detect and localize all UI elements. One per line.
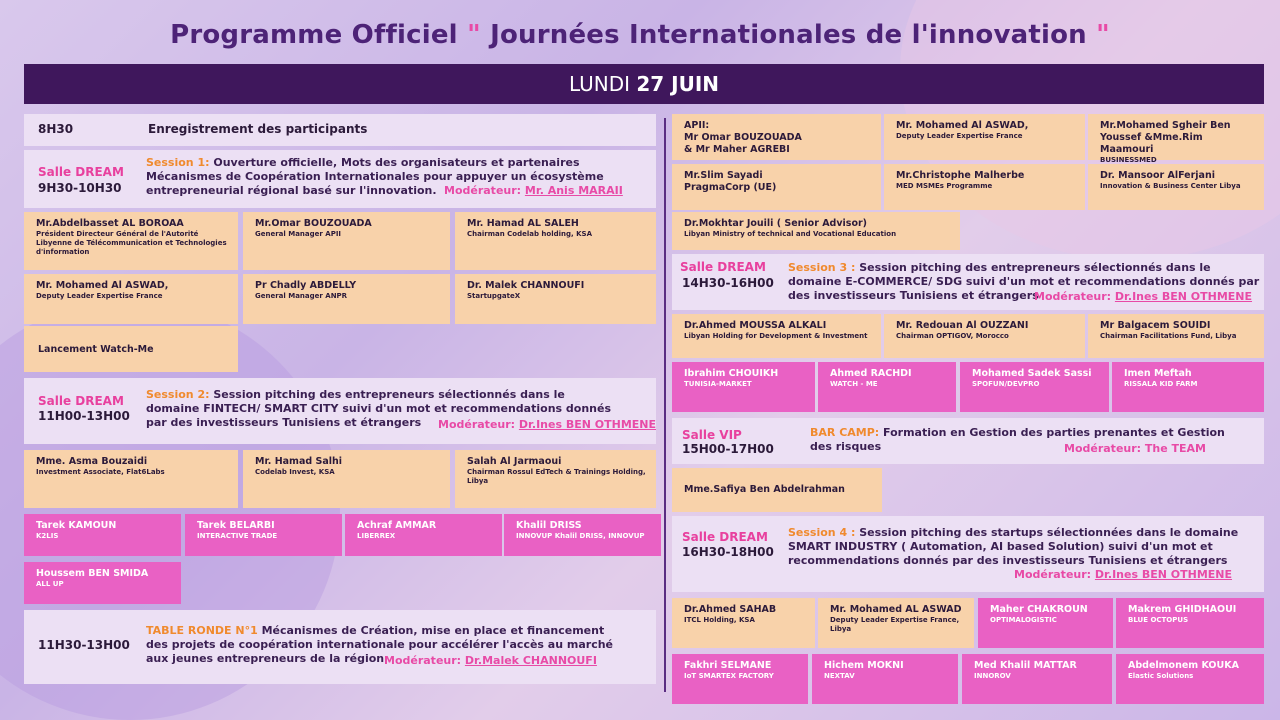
speaker-name: Salah Al Jarmaoui bbox=[467, 456, 562, 467]
speaker-card bbox=[960, 362, 1109, 412]
speaker-card bbox=[24, 514, 181, 556]
speaker-role: MED MSMEs Programme bbox=[896, 182, 993, 190]
session-1: Salle DREAM 9H30-10H30 Session 1: Ouverture officielle, Mots des organisateurs et partenaires Mécanismes de Coopération Internationales pour appuyer un écosystème entrepreneurial régional basé sur l'innovation. Modérateur: Mr. Anis MARAII bbox=[24, 150, 656, 208]
speaker-name: Mr.Omar BOUZOUADA bbox=[255, 218, 372, 229]
session-2: Salle DREAM 11H00-13H00 Session 2: Session pitching des entrepreneurs sélectionnés dans le domaine FINTECH/ SMART CITY suivi d'un mot et recommendations donnés par des investisseurs Tunisiens et étrangers Modérateur: Dr.Ines BEN OTHMENE bbox=[24, 378, 656, 444]
speaker-name: Tarek BELARBI bbox=[197, 520, 275, 531]
speaker-role: NEXTAV bbox=[824, 672, 855, 680]
speaker-card bbox=[24, 212, 238, 270]
speaker-card bbox=[818, 598, 974, 648]
speaker-card bbox=[1112, 362, 1264, 412]
speaker-name: Fakhri SELMANE bbox=[684, 660, 772, 671]
speaker-name: Ahmed RACHDI bbox=[830, 368, 912, 379]
speaker-role: ALL UP bbox=[36, 580, 64, 588]
speaker-card bbox=[1116, 654, 1264, 704]
speaker-role: BLUE OCTOPUS bbox=[1128, 616, 1189, 624]
day-banner: LUNDI 27 JUIN bbox=[24, 64, 1264, 104]
speaker-name: Mr Balgacem SOUIDI bbox=[1100, 320, 1211, 331]
speaker-card bbox=[504, 514, 661, 556]
speaker-card bbox=[243, 450, 450, 508]
speaker-role: INNOROV bbox=[974, 672, 1011, 680]
speaker-card bbox=[672, 212, 960, 250]
bar-camp-speaker: Mme.Safiya Ben Abdelrahman bbox=[672, 468, 882, 512]
speaker-card bbox=[24, 450, 238, 508]
speaker-card bbox=[672, 114, 881, 160]
speaker-name: Mr.Abdelbasset AL BOROAA bbox=[36, 218, 184, 229]
speaker-name: Mr.Christophe Malherbe bbox=[896, 170, 1025, 181]
speaker-role: Chairman Codelab holding, KSA bbox=[467, 230, 592, 238]
speaker-role: IoT SMARTEX FACTORY bbox=[684, 672, 774, 680]
speaker-role: Chairman OPTIGOV, Morocco bbox=[896, 332, 1009, 340]
session-3: Salle DREAM 14H30-16H00 Session 3 : Session pitching des entrepreneurs sélectionnés dans le domaine E-COMMERCE/ SDG suivi d'un mot et recommendations donnés par des investisseurs Tunisiens et étrangers Modérateur: Dr.Ines BEN OTHMENE bbox=[672, 254, 1264, 310]
speaker-role: General Manager APII bbox=[255, 230, 342, 238]
speaker-name: Mr. Redouan Al OUZZANI bbox=[896, 320, 1029, 331]
speaker-name: Mr. Mohamed Al ASWAD, bbox=[36, 280, 169, 291]
speaker-card bbox=[1088, 114, 1264, 164]
speaker-name: Mr. Hamad AL SALEH bbox=[467, 218, 579, 229]
speaker-role: Chairman Rossul EdTech & Trainings Holding, Libya bbox=[467, 468, 646, 485]
speaker-card bbox=[672, 164, 881, 210]
speaker-role: Libyan Holding for Development & Investment bbox=[684, 332, 868, 340]
speaker-name: Tarek KAMOUN bbox=[36, 520, 117, 531]
speaker-card bbox=[812, 654, 958, 704]
speaker-card bbox=[185, 514, 342, 556]
speaker-role: StartupgateX bbox=[467, 292, 521, 300]
speaker-name: Ibrahim CHOUIKH bbox=[684, 368, 779, 379]
speaker-name: Imen Meftah bbox=[1124, 368, 1192, 379]
speaker-name: Achraf AMMAR bbox=[357, 520, 437, 531]
speaker-role: Libyan Ministry of technical and Vocational Education bbox=[684, 230, 897, 238]
speaker-card bbox=[455, 274, 656, 324]
round-table: 11H30-13H00 TABLE RONDE N°1 Mécanismes de Création, mise en place et financement des projets de coopération internationale pour accélérer l'accès au marché aux jeunes entrepreneurs de la région Modérateur: Dr.Malek CHANNOUFI bbox=[24, 610, 656, 684]
page-title: Programme Officiel " Journées Internationales de l'innovation " bbox=[170, 20, 1110, 50]
speaker-role: K2LIS bbox=[36, 532, 59, 540]
speaker-role: Président Directeur Général de l'Autorité Libyenne de Télécommunication et Technologies d'information bbox=[36, 230, 227, 256]
speaker-name: APII: Mr Omar BOUZOUADA & Mr Maher AGREBI bbox=[684, 120, 802, 155]
speaker-card bbox=[672, 314, 881, 358]
speaker-card bbox=[455, 450, 656, 508]
speaker-name: Dr.Mokhtar Jouili ( Senior Advisor) bbox=[684, 218, 868, 229]
speaker-card bbox=[884, 314, 1085, 358]
speaker-role: BUSINESSMED bbox=[1100, 156, 1157, 164]
speaker-card bbox=[1088, 164, 1264, 210]
speaker-role: ITCL Holding, KSA bbox=[684, 616, 755, 624]
speaker-role: Investment Associate, Flat6Labs bbox=[36, 468, 165, 476]
bar-camp: Salle VIP 15H00-17H00 BAR CAMP: Formation en Gestion des parties prenantes et Gestion des risques Modérateur: The TEAM bbox=[672, 418, 1264, 464]
speaker-card bbox=[818, 362, 956, 412]
speaker-name: Mr.Mohamed Sgheir Ben Youssef &Mme.Rim Maamouri bbox=[1100, 120, 1231, 155]
speaker-role: Chairman Facilitations Fund, Libya bbox=[1100, 332, 1237, 340]
speaker-card bbox=[672, 654, 808, 704]
speaker-name: Dr. Malek CHANNOUFI bbox=[467, 280, 585, 291]
speaker-card bbox=[962, 654, 1112, 704]
speaker-name: Makrem GHIDHAOUI bbox=[1128, 604, 1237, 615]
speaker-card bbox=[243, 212, 450, 270]
speaker-name: Dr. Mansoor AlFerjani bbox=[1100, 170, 1215, 181]
speaker-role: INTERACTIVE TRADE bbox=[197, 532, 278, 540]
speaker-card bbox=[24, 274, 238, 324]
speaker-card bbox=[884, 164, 1085, 210]
speaker-card bbox=[672, 362, 815, 412]
speaker-card bbox=[1116, 598, 1264, 648]
registration-row: 8H30 Enregistrement des participants bbox=[24, 114, 656, 146]
speaker-role: LIBERREX bbox=[357, 532, 396, 540]
speaker-card bbox=[978, 598, 1113, 648]
column-divider bbox=[664, 118, 666, 692]
speaker-name: Med Khalil MATTAR bbox=[974, 660, 1077, 671]
speaker-role: Deputy Leader Expertise France bbox=[896, 132, 1023, 140]
speaker-role: Deputy Leader Expertise France, Libya bbox=[830, 616, 960, 633]
speaker-card bbox=[243, 274, 450, 324]
speaker-role: SPOFUN/DEVPRO bbox=[972, 380, 1040, 388]
speaker-name: Dr.Ahmed MOUSSA ALKALI bbox=[684, 320, 827, 331]
speaker-role: TUNISIA-MARKET bbox=[684, 380, 752, 388]
speaker-card bbox=[1088, 314, 1264, 358]
speaker-card bbox=[24, 562, 181, 604]
speaker-card bbox=[345, 514, 502, 556]
speaker-name: Abdelmonem KOUKA bbox=[1128, 660, 1239, 671]
session-4: Salle DREAM 16H30-18H00 Session 4 : Session pitching des startups sélectionnées dans le domaine SMART INDUSTRY ( Automation, AI based Solution) suivi d'un mot et recommendations donnés par des investisseurs Tunisiens et étrangers Modérateur: Dr.Ines BEN OTHMENE bbox=[672, 516, 1264, 592]
speaker-card bbox=[455, 212, 656, 270]
speaker-role: Innovation & Business Center Libya bbox=[1100, 182, 1241, 190]
watch-me-launch: Lancement Watch-Me bbox=[24, 326, 238, 372]
speaker-role: Elastic Solutions bbox=[1128, 672, 1194, 680]
speaker-role: Deputy Leader Expertise France bbox=[36, 292, 163, 300]
speaker-name: Mr.Slim Sayadi PragmaCorp (UE) bbox=[684, 170, 777, 193]
speaker-name: Maher CHAKROUN bbox=[990, 604, 1088, 615]
speaker-name: Pr Chadly ABDELLY bbox=[255, 280, 357, 291]
speaker-name: Mr. Mohamed AL ASWAD bbox=[830, 604, 962, 615]
speaker-card bbox=[884, 114, 1085, 160]
speaker-name: Mme. Asma Bouzaidi bbox=[36, 456, 148, 467]
speaker-card bbox=[672, 598, 815, 648]
speaker-role: General Manager ANPR bbox=[255, 292, 348, 300]
speaker-name: Dr.Ahmed SAHAB bbox=[684, 604, 777, 615]
speaker-role: INNOVUP Khalil DRISS, INNOVUP bbox=[516, 532, 645, 540]
speaker-name: Mr. Mohamed Al ASWAD, bbox=[896, 120, 1029, 131]
speaker-name: Hichem MOKNI bbox=[824, 660, 904, 671]
speaker-name: Houssem BEN SMIDA bbox=[36, 568, 149, 579]
speaker-role: Codelab Invest, KSA bbox=[255, 468, 335, 476]
speaker-name: Khalil DRISS bbox=[516, 520, 582, 531]
speaker-role: WATCH - ME bbox=[830, 380, 878, 388]
speaker-name: Mr. Hamad Salhi bbox=[255, 456, 343, 467]
speaker-role: RISSALA KID FARM bbox=[1124, 380, 1198, 388]
speaker-role: OPTIMALOGISTIC bbox=[990, 616, 1057, 624]
speaker-name: Mohamed Sadek Sassi bbox=[972, 368, 1092, 379]
